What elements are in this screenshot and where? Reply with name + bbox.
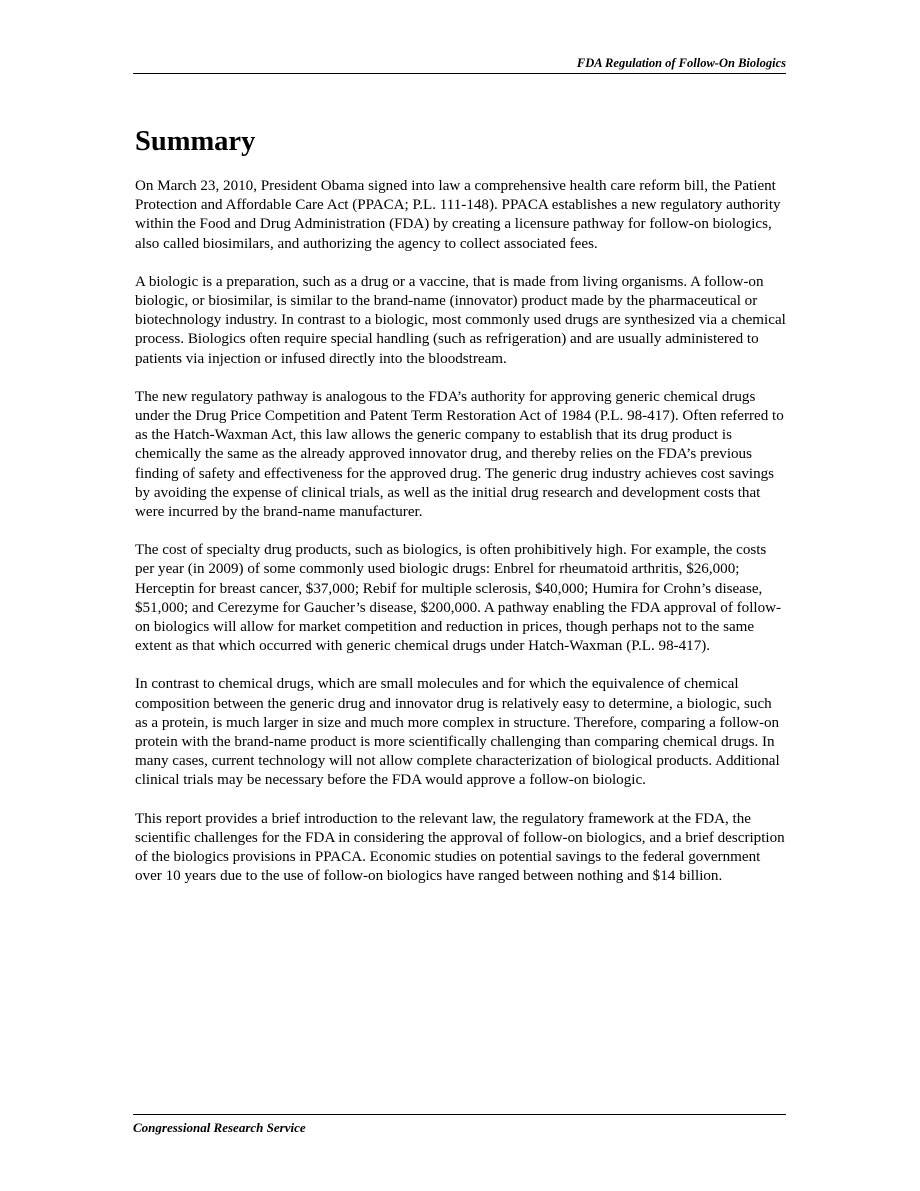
summary-paragraph-5: In contrast to chemical drugs, which are small molecules and for which the equivalence of chemical composition between the generic drug and innovator drug is relatively easy to determine, a biologic, such as a protein, is much larger in size and much more complex in structure. Therefore, comparing a follow-on protein with the brand-name product is more scientifically challenging than comparing chemical drugs. In many cases, current technology will not allow complete characterization of biological products. Additional clinical trials may be necessary before the FDA would approve a follow-on biologic. bbox=[135, 676, 780, 789]
summary-paragraph-3: The new regulatory pathway is analogous to the FDA’s authority for approving generic chemical drugs under the Drug Price Competition and Patent Term Restoration Act of 1984 (P.L. 98-417). Often referred to as the Hatch-Waxman Act, this law allows the generic company to establish that its drug product is chemically the same as the already approved innovator drug, and thereby relies on the FDA’s previous finding of safety and effectiveness for the approved drug. The generic drug industry achieves cost savings by avoiding the expense of clinical trials, as well as the initial drug research and development costs that were incurred by the brand-name manufacturer. bbox=[135, 388, 784, 521]
summary-body bbox=[135, 177, 787, 906]
summary-paragraph-4: The cost of specialty drug products, such as biologics, is often prohibitively high. For example, the costs per year (in 2009) of some commonly used biologic drugs: Enbrel for rheumatoid arthritis, $26,000; Herceptin for breast cancer, $37,000; Rebif for multiple sclerosis, $40,000; Humira for Crohn’s disease, $51,000; and Cerezyme for Gaucher’s disease, $200,000. A pathway enabling the FDA approval of follow-on biologics will allow for market competition and reduction in prices, though perhaps not to the same extent as that which occurred with generic chemical drugs under Hatch-Waxman (P.L. 98-417). bbox=[135, 542, 782, 655]
summary-paragraph-1: On March 23, 2010, President Obama signed into law a comprehensive health care reform bill, the Patient Protection and Affordable Care Act (PPACA; P.L. 111-148). PPACA establishes a new regulatory authority within the Food and Drug Administration (FDA) by creating a licensure pathway for follow-on biologics, also called biosimilars, and authorizing the agency to collect associated fees. bbox=[135, 178, 781, 252]
page-title: Summary bbox=[135, 126, 256, 157]
summary-paragraph-2: A biologic is a preparation, such as a drug or a vaccine, that is made from living organisms. A follow-on biologic, or biosimilar, is similar to the brand-name (innovator) product made by the pharmaceutical or biotechnology industry. In contrast to a biologic, most commonly used drugs are synthesized via a chemical process. Biologics often require special handling (such as refrigeration) and are usually administered to patients via injection or infused directly into the bloodstream. bbox=[135, 273, 786, 367]
running-header: FDA Regulation of Follow-On Biologics bbox=[133, 56, 786, 74]
running-footer: Congressional Research Service bbox=[133, 1114, 786, 1136]
summary-paragraph-6: This report provides a brief introduction to the relevant law, the regulatory framework at the FDA, the scientific challenges for the FDA in considering the approval of follow-on biologics, and a brief description of the biologics provisions in PPACA. Economic studies on potential savings to the federal government over 10 years due to the use of follow-on biologics have ranged between nothing and $14 billion. bbox=[135, 810, 785, 885]
